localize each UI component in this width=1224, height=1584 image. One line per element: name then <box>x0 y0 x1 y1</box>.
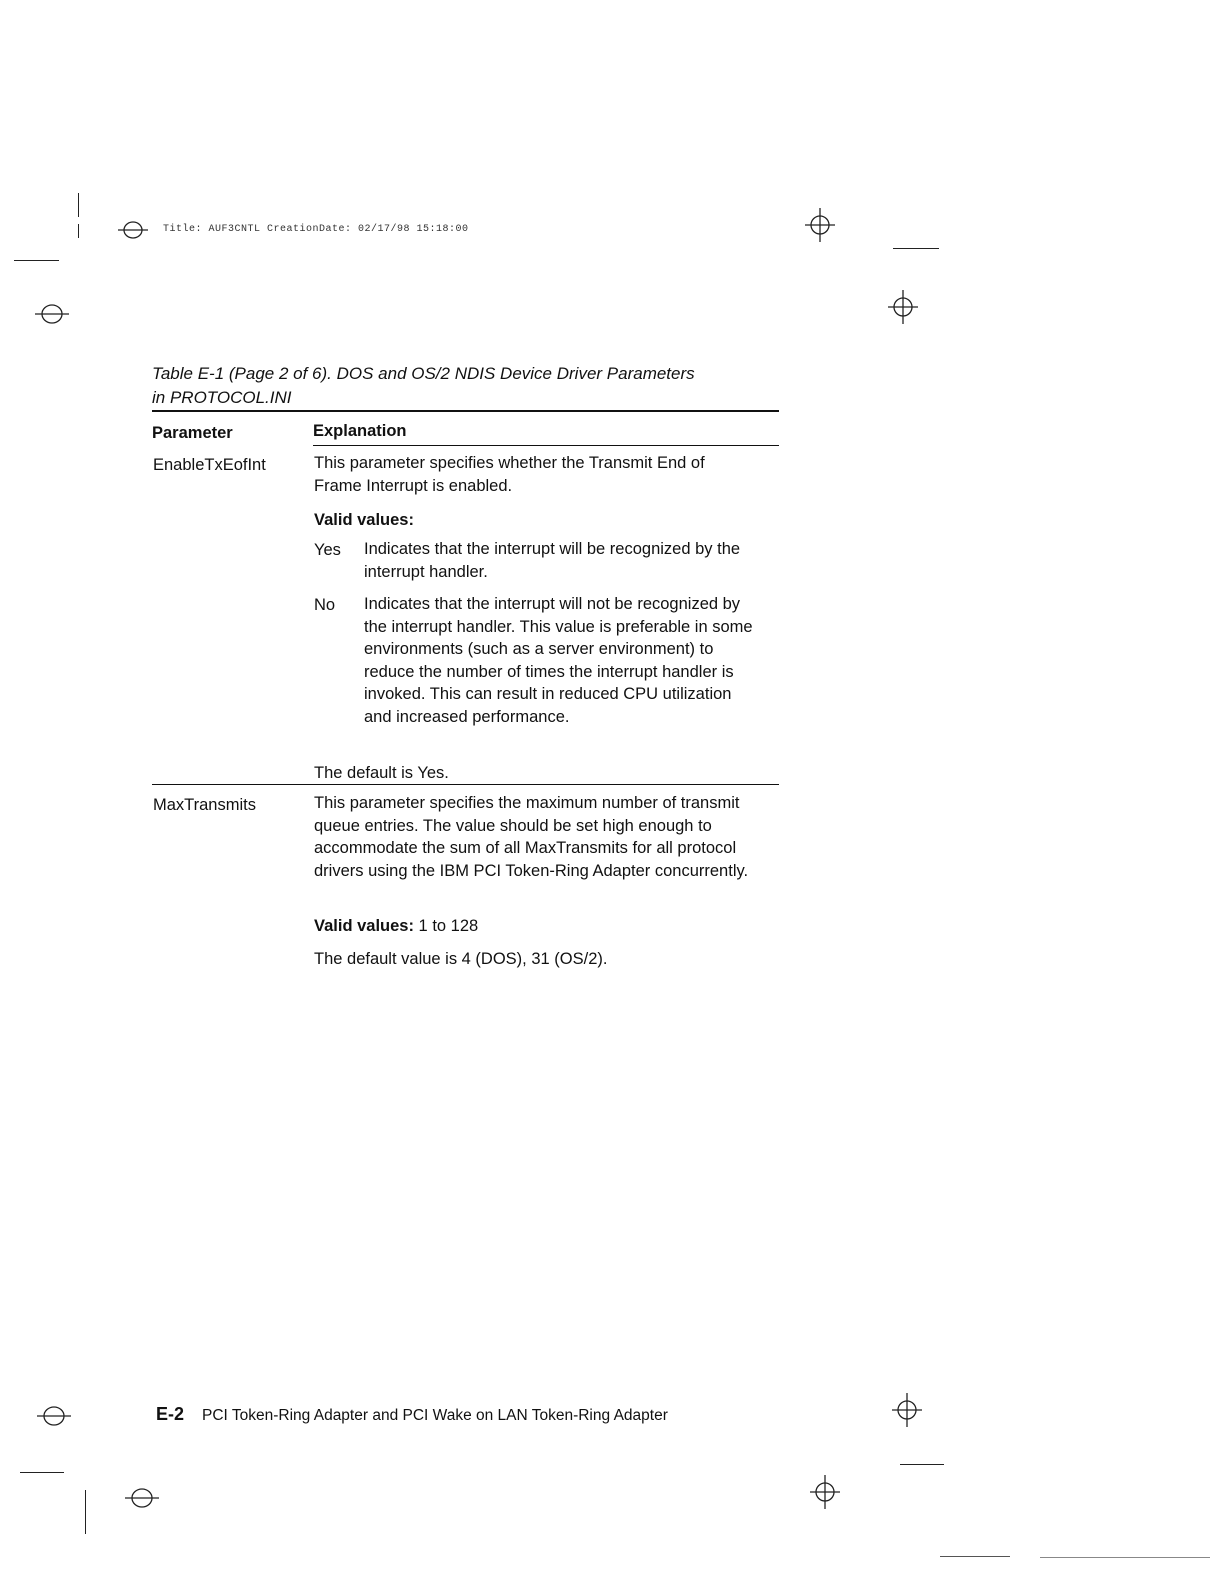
table-top-rule <box>152 410 779 412</box>
crop-mark-top-left-horizontal <box>14 260 59 261</box>
parameter-name: EnableTxEofInt <box>153 456 266 474</box>
column-header-parameter: Parameter <box>152 424 233 442</box>
header-bottom-rule <box>313 445 779 446</box>
valid-values-range: 1 to 128 <box>413 917 479 935</box>
registration-mark-icon <box>125 1486 159 1510</box>
valid-values-line <box>314 915 784 938</box>
parameter-name: MaxTransmits <box>153 796 256 814</box>
crop-mark-bottom-left-vertical <box>85 1490 86 1534</box>
crop-mark-top-left-vertical-short <box>78 224 79 238</box>
bottom-edge-mark <box>940 1556 1010 1557</box>
crop-mark-bottom-right-horizontal <box>900 1464 944 1465</box>
value-term-yes: Yes <box>314 541 341 559</box>
parameter-description: This parameter specifies the maximum number of transmit queue entries. The value should be set high enough to accommodate the sum of all MaxTransmits for all protocol drivers using the IBM PCI Token-Ring Adapter concurrently. <box>314 794 749 880</box>
table-caption <box>152 362 782 410</box>
print-header-meta: Title: AUF3CNTL CreationDate: 02/17/98 15:18:00 <box>163 224 469 235</box>
parameter-description: This parameter specifies whether the Transmit End of Frame Interrupt is enabled. <box>314 454 705 495</box>
table-caption-line-2: in PROTOCOL.INI <box>152 388 292 407</box>
page-footer <box>156 1404 668 1425</box>
crosshair-mark-icon <box>886 290 920 324</box>
column-header-explanation: Explanation <box>313 422 407 440</box>
value-description-yes: Indicates that the interrupt will be recognized by the interrupt handler. <box>364 540 741 581</box>
page-number: E-2 <box>156 1404 185 1424</box>
bottom-edge-mark-2 <box>1040 1557 1210 1558</box>
row-separator-rule <box>152 784 779 785</box>
crop-mark-top-right-horizontal <box>893 248 939 249</box>
crop-mark-bottom-left-horizontal <box>20 1472 64 1473</box>
value-term-no: No <box>314 596 336 614</box>
crosshair-mark-icon <box>808 1475 842 1509</box>
crop-mark-top-left-vertical <box>78 193 79 217</box>
default-text: The default value is 4 (DOS), 31 (OS/2). <box>314 950 608 968</box>
default-text: The default is Yes. <box>314 764 449 782</box>
footer-title: PCI Token-Ring Adapter and PCI Wake on LAN Token-Ring Adapter <box>202 1407 668 1424</box>
crosshair-mark-icon <box>890 1393 924 1427</box>
value-description-no: Indicates that the interrupt will not be recognized by the interrupt handler. This value is preferable in some environments (such as a server environment) to reduce the number of times the interrupt handler is invoked. This can result in reduced CPU utilization and increased performance. <box>364 595 753 726</box>
registration-mark-icon <box>118 219 148 241</box>
registration-mark-icon <box>35 302 69 326</box>
table-caption-line-1: Table E-1 (Page 2 of 6). DOS and OS/2 NDIS Device Driver Parameters <box>152 364 695 383</box>
registration-mark-icon <box>37 1404 71 1428</box>
crosshair-mark-icon <box>803 208 837 242</box>
valid-values-label: Valid values: <box>314 511 414 529</box>
valid-values-label: Valid values: <box>314 917 414 935</box>
